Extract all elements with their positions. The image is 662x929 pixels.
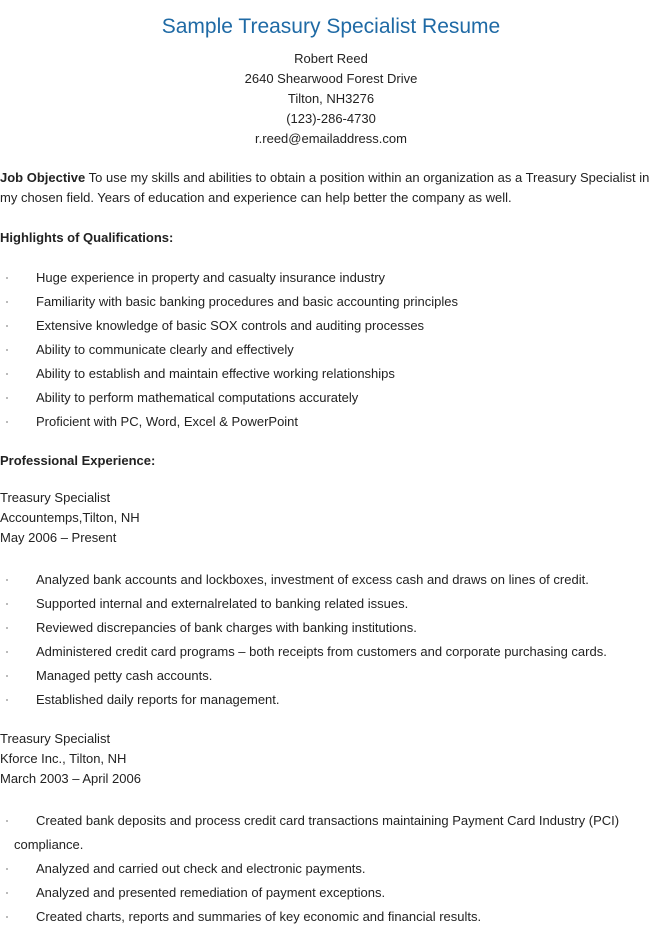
- list-item: Administered credit card programs – both receipts from customers and corporate purchasing cards.: [0, 640, 662, 664]
- job-dates: March 2003 – April 2006: [0, 771, 141, 786]
- list-item: Familiarity with basic banking procedures and basic accounting principles: [0, 290, 662, 314]
- experience-heading: Professional Experience:: [0, 453, 156, 468]
- list-item: Established daily reports for management.: [0, 688, 662, 712]
- list-item-line: Created bank deposits and process credit card transactions maintaining Payment Card Industry (PCI): [36, 813, 620, 828]
- list-item-continuation: compliance.: [14, 837, 84, 852]
- job-title: Treasury Specialist: [0, 731, 111, 746]
- contact-street: 2640 Shearwood Forest Drive: [244, 71, 418, 86]
- job-title: Treasury Specialist: [0, 490, 111, 505]
- list-item: Ability to establish and maintain effective working relationships: [0, 362, 662, 386]
- list-item: Managed petty cash accounts.: [0, 664, 662, 688]
- list-item: Huge experience in property and casualty insurance industry: [0, 266, 662, 290]
- contact-email: r.reed@emailaddress.com: [255, 131, 407, 146]
- list-item: [0, 809, 662, 857]
- job-duties-2: [0, 809, 662, 929]
- list-item: Created charts, reports and summaries of key economic and financial results.: [0, 905, 662, 929]
- highlights-list: [0, 266, 662, 434]
- list-item: Supported internal and externalrelated to banking related issues.: [0, 592, 662, 616]
- job-company: Accountemps,Tilton, NH: [0, 510, 140, 525]
- list-item: Ability to communicate clearly and effectively: [0, 338, 662, 362]
- contact-phone: (123)-286-4730: [286, 111, 376, 126]
- list-item: Ability to perform mathematical computations accurately: [0, 386, 662, 410]
- job-duties-1: [0, 568, 662, 712]
- contact-name: Robert Reed: [294, 51, 368, 66]
- job-objective: [0, 168, 662, 208]
- job-dates: May 2006 – Present: [0, 530, 117, 545]
- objective-label: Job Objective: [0, 170, 86, 185]
- job-header-1: [0, 488, 140, 548]
- list-item: Proficient with PC, Word, Excel & PowerPoint: [0, 410, 662, 434]
- list-item: Reviewed discrepancies of bank charges with banking institutions.: [0, 616, 662, 640]
- job-header-2: [0, 729, 141, 789]
- contact-city: Tilton, NH3276: [287, 91, 375, 106]
- job-company: Kforce Inc., Tilton, NH: [0, 751, 127, 766]
- objective-text: To use my skills and abilities to obtain a position within an organization as a Treasury Specialist in my chosen field. Years of education and experience can help better the company as well.: [0, 170, 650, 205]
- contact-block: [0, 49, 662, 149]
- highlights-heading: Highlights of Qualifications:: [0, 230, 174, 245]
- list-item: Analyzed and presented remediation of payment exceptions.: [0, 881, 662, 905]
- list-item: Analyzed and carried out check and electronic payments.: [0, 857, 662, 881]
- page-title: Sample Treasury Specialist Resume: [161, 15, 501, 38]
- list-item: Extensive knowledge of basic SOX controls and auditing processes: [0, 314, 662, 338]
- list-item: Analyzed bank accounts and lockboxes, investment of excess cash and draws on lines of credit.: [0, 568, 662, 592]
